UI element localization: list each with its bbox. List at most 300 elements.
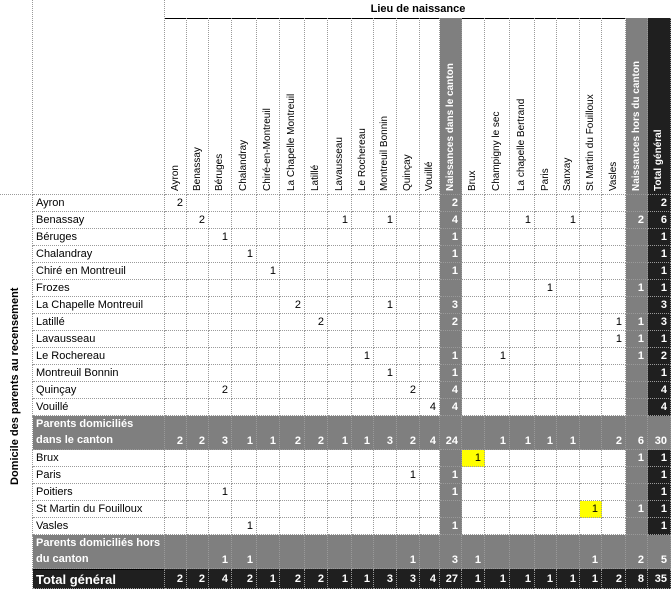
table-cell[interactable]: 2	[440, 314, 462, 331]
table-cell[interactable]	[165, 212, 187, 229]
table-cell[interactable]	[352, 535, 374, 569]
table-cell[interactable]	[374, 229, 397, 246]
table-cell[interactable]	[209, 280, 232, 297]
table-cell[interactable]	[305, 229, 328, 246]
table-cell[interactable]	[209, 501, 232, 518]
table-cell[interactable]	[328, 467, 352, 484]
table-cell[interactable]	[397, 229, 420, 246]
table-cell[interactable]	[352, 365, 374, 382]
table-cell[interactable]	[165, 450, 187, 467]
table-cell[interactable]: 5	[648, 535, 671, 569]
table-cell[interactable]	[374, 484, 397, 501]
table-cell[interactable]	[232, 484, 257, 501]
table-cell[interactable]	[374, 467, 397, 484]
column-header[interactable]	[280, 18, 305, 195]
column-header[interactable]	[420, 18, 440, 195]
table-cell[interactable]	[420, 535, 440, 569]
table-cell[interactable]	[165, 280, 187, 297]
table-cell[interactable]	[232, 212, 257, 229]
table-cell[interactable]	[209, 195, 232, 212]
table-cell[interactable]: 1	[648, 229, 671, 246]
table-cell[interactable]	[165, 501, 187, 518]
table-cell[interactable]: 3	[648, 314, 671, 331]
table-cell[interactable]	[374, 246, 397, 263]
table-cell[interactable]	[280, 348, 305, 365]
table-cell[interactable]	[602, 535, 626, 569]
table-cell[interactable]	[328, 518, 352, 535]
table-cell[interactable]	[280, 314, 305, 331]
table-cell[interactable]	[485, 450, 510, 467]
table-cell[interactable]	[420, 263, 440, 280]
table-cell[interactable]	[557, 382, 580, 399]
table-cell[interactable]	[535, 229, 557, 246]
column-header[interactable]	[510, 18, 535, 195]
table-cell[interactable]	[485, 518, 510, 535]
table-cell[interactable]: 1	[462, 569, 485, 589]
table-cell[interactable]	[397, 501, 420, 518]
table-cell[interactable]	[305, 280, 328, 297]
table-cell[interactable]: 2	[305, 314, 328, 331]
table-cell[interactable]: 1	[232, 518, 257, 535]
table-cell[interactable]	[397, 484, 420, 501]
table-cell[interactable]	[602, 246, 626, 263]
table-cell[interactable]	[626, 297, 648, 314]
table-cell[interactable]	[305, 212, 328, 229]
table-cell[interactable]: 1	[626, 348, 648, 365]
table-cell[interactable]: 1	[462, 450, 485, 467]
table-cell[interactable]	[397, 280, 420, 297]
table-cell[interactable]	[462, 518, 485, 535]
table-cell[interactable]	[280, 518, 305, 535]
table-cell[interactable]	[420, 246, 440, 263]
table-cell[interactable]	[535, 297, 557, 314]
table-cell[interactable]	[397, 518, 420, 535]
table-cell[interactable]	[209, 348, 232, 365]
table-cell[interactable]	[485, 246, 510, 263]
table-cell[interactable]	[626, 195, 648, 212]
table-cell[interactable]	[580, 399, 602, 416]
table-cell[interactable]	[352, 501, 374, 518]
table-cell[interactable]	[305, 484, 328, 501]
table-cell[interactable]	[462, 365, 485, 382]
table-cell[interactable]: 1	[580, 535, 602, 569]
table-cell[interactable]	[257, 518, 280, 535]
table-cell[interactable]	[462, 467, 485, 484]
table-cell[interactable]: 1	[648, 280, 671, 297]
table-cell[interactable]	[557, 297, 580, 314]
table-cell[interactable]	[557, 331, 580, 348]
table-cell[interactable]	[328, 348, 352, 365]
table-cell[interactable]: 1	[397, 535, 420, 569]
column-header[interactable]	[305, 18, 328, 195]
table-cell[interactable]	[440, 501, 462, 518]
table-cell[interactable]	[510, 467, 535, 484]
table-cell[interactable]	[510, 297, 535, 314]
table-cell[interactable]: 27	[440, 569, 462, 589]
table-cell[interactable]	[352, 229, 374, 246]
table-cell[interactable]	[557, 280, 580, 297]
table-cell[interactable]	[626, 518, 648, 535]
table-cell[interactable]	[187, 263, 209, 280]
table-cell[interactable]: 1	[232, 246, 257, 263]
table-cell[interactable]	[187, 280, 209, 297]
table-cell[interactable]: 1	[648, 518, 671, 535]
table-cell[interactable]: 1	[626, 280, 648, 297]
table-cell[interactable]	[420, 501, 440, 518]
table-cell[interactable]	[305, 535, 328, 569]
table-cell[interactable]	[510, 382, 535, 399]
table-cell[interactable]	[305, 467, 328, 484]
table-cell[interactable]	[602, 229, 626, 246]
table-cell[interactable]	[440, 280, 462, 297]
table-cell[interactable]	[187, 314, 209, 331]
table-cell[interactable]	[209, 297, 232, 314]
table-cell[interactable]	[280, 399, 305, 416]
table-cell[interactable]: 1	[626, 331, 648, 348]
table-cell[interactable]: 3	[440, 535, 462, 569]
table-cell[interactable]	[209, 212, 232, 229]
table-cell[interactable]: 4	[440, 382, 462, 399]
table-cell[interactable]	[305, 348, 328, 365]
table-cell[interactable]	[580, 297, 602, 314]
table-cell[interactable]: 1	[485, 416, 510, 450]
table-cell[interactable]: 1	[374, 297, 397, 314]
table-cell[interactable]	[535, 518, 557, 535]
table-cell[interactable]	[232, 450, 257, 467]
table-cell[interactable]	[557, 195, 580, 212]
table-cell[interactable]: 1	[352, 348, 374, 365]
table-cell[interactable]: 1	[257, 263, 280, 280]
table-cell[interactable]	[352, 280, 374, 297]
table-cell[interactable]	[328, 331, 352, 348]
table-cell[interactable]	[280, 331, 305, 348]
table-cell[interactable]	[209, 467, 232, 484]
table-cell[interactable]	[510, 518, 535, 535]
table-cell[interactable]	[535, 467, 557, 484]
table-cell[interactable]	[580, 382, 602, 399]
table-cell[interactable]	[462, 246, 485, 263]
table-cell[interactable]	[187, 501, 209, 518]
table-cell[interactable]	[374, 501, 397, 518]
table-cell[interactable]	[165, 246, 187, 263]
table-cell[interactable]: 4	[440, 399, 462, 416]
table-cell[interactable]	[602, 382, 626, 399]
table-cell[interactable]	[374, 518, 397, 535]
table-cell[interactable]	[187, 195, 209, 212]
table-cell[interactable]	[328, 195, 352, 212]
table-cell[interactable]	[328, 535, 352, 569]
table-cell[interactable]: 4	[420, 399, 440, 416]
table-cell[interactable]: 1	[535, 280, 557, 297]
table-cell[interactable]	[397, 348, 420, 365]
table-cell[interactable]	[209, 518, 232, 535]
table-cell[interactable]	[232, 501, 257, 518]
table-cell[interactable]: 1	[328, 212, 352, 229]
table-cell[interactable]: 1	[257, 569, 280, 589]
table-cell[interactable]: 1	[232, 535, 257, 569]
table-cell[interactable]: 1	[557, 416, 580, 450]
table-cell[interactable]	[165, 331, 187, 348]
table-cell[interactable]	[510, 331, 535, 348]
table-cell[interactable]	[557, 399, 580, 416]
table-cell[interactable]	[397, 212, 420, 229]
table-cell[interactable]: 3	[374, 416, 397, 450]
table-cell[interactable]	[305, 263, 328, 280]
table-cell[interactable]	[580, 314, 602, 331]
table-cell[interactable]	[462, 416, 485, 450]
table-cell[interactable]: 4	[420, 416, 440, 450]
column-header[interactable]	[440, 18, 462, 195]
table-cell[interactable]	[602, 484, 626, 501]
table-cell[interactable]	[626, 365, 648, 382]
table-cell[interactable]: 6	[648, 212, 671, 229]
table-cell[interactable]	[280, 365, 305, 382]
table-cell[interactable]: 2	[305, 569, 328, 589]
table-cell[interactable]	[328, 399, 352, 416]
table-cell[interactable]	[280, 484, 305, 501]
table-cell[interactable]	[602, 518, 626, 535]
table-cell[interactable]	[420, 280, 440, 297]
table-cell[interactable]: 24	[440, 416, 462, 450]
table-cell[interactable]	[485, 467, 510, 484]
table-cell[interactable]	[420, 365, 440, 382]
table-cell[interactable]: 1	[557, 569, 580, 589]
table-cell[interactable]: 1	[648, 246, 671, 263]
table-cell[interactable]	[257, 365, 280, 382]
table-cell[interactable]	[580, 229, 602, 246]
table-cell[interactable]	[187, 484, 209, 501]
table-cell[interactable]	[535, 484, 557, 501]
table-cell[interactable]	[305, 246, 328, 263]
table-cell[interactable]: 1	[648, 263, 671, 280]
table-cell[interactable]	[374, 382, 397, 399]
table-cell[interactable]: 1	[648, 331, 671, 348]
table-cell[interactable]	[510, 365, 535, 382]
table-cell[interactable]	[257, 314, 280, 331]
table-cell[interactable]	[257, 229, 280, 246]
table-cell[interactable]	[328, 382, 352, 399]
table-cell[interactable]	[535, 365, 557, 382]
table-cell[interactable]	[257, 484, 280, 501]
table-cell[interactable]	[187, 467, 209, 484]
table-cell[interactable]	[580, 212, 602, 229]
table-cell[interactable]	[280, 246, 305, 263]
table-cell[interactable]	[510, 280, 535, 297]
table-cell[interactable]	[602, 399, 626, 416]
table-cell[interactable]: 2	[626, 535, 648, 569]
table-cell[interactable]	[485, 331, 510, 348]
table-cell[interactable]: 1	[440, 467, 462, 484]
table-cell[interactable]	[232, 331, 257, 348]
table-cell[interactable]	[535, 450, 557, 467]
table-cell[interactable]	[280, 212, 305, 229]
column-header[interactable]	[648, 18, 671, 195]
table-cell[interactable]	[462, 314, 485, 331]
table-cell[interactable]	[440, 450, 462, 467]
table-cell[interactable]: 2	[165, 195, 187, 212]
table-cell[interactable]	[328, 501, 352, 518]
table-cell[interactable]	[557, 229, 580, 246]
table-cell[interactable]	[462, 331, 485, 348]
table-cell[interactable]	[209, 331, 232, 348]
table-cell[interactable]: 2	[397, 382, 420, 399]
table-cell[interactable]	[280, 467, 305, 484]
table-cell[interactable]: 1	[209, 484, 232, 501]
table-cell[interactable]	[305, 297, 328, 314]
table-cell[interactable]	[535, 263, 557, 280]
table-cell[interactable]	[165, 382, 187, 399]
table-cell[interactable]	[485, 280, 510, 297]
column-header[interactable]	[352, 18, 374, 195]
table-cell[interactable]: 2	[165, 569, 187, 589]
table-cell[interactable]: 1	[462, 535, 485, 569]
table-cell[interactable]	[232, 314, 257, 331]
table-cell[interactable]	[557, 535, 580, 569]
table-cell[interactable]	[187, 535, 209, 569]
table-cell[interactable]	[257, 450, 280, 467]
table-cell[interactable]: 2	[280, 569, 305, 589]
table-cell[interactable]: 1	[374, 365, 397, 382]
column-header[interactable]	[397, 18, 420, 195]
table-cell[interactable]: 1	[328, 416, 352, 450]
table-cell[interactable]	[462, 263, 485, 280]
table-cell[interactable]	[305, 518, 328, 535]
table-cell[interactable]	[374, 314, 397, 331]
table-cell[interactable]: 1	[510, 569, 535, 589]
table-cell[interactable]	[232, 195, 257, 212]
table-cell[interactable]: 2	[602, 416, 626, 450]
table-cell[interactable]	[374, 331, 397, 348]
table-cell[interactable]: 2	[232, 569, 257, 589]
table-cell[interactable]	[580, 450, 602, 467]
table-cell[interactable]: 6	[626, 416, 648, 450]
table-cell[interactable]	[485, 263, 510, 280]
table-cell[interactable]: 1	[648, 467, 671, 484]
table-cell[interactable]: 1	[440, 365, 462, 382]
table-cell[interactable]	[535, 535, 557, 569]
table-cell[interactable]	[257, 348, 280, 365]
table-cell[interactable]	[352, 331, 374, 348]
table-cell[interactable]	[305, 501, 328, 518]
table-cell[interactable]	[257, 399, 280, 416]
table-cell[interactable]	[510, 484, 535, 501]
table-cell[interactable]	[257, 501, 280, 518]
table-cell[interactable]	[462, 195, 485, 212]
table-cell[interactable]	[305, 382, 328, 399]
table-cell[interactable]	[397, 263, 420, 280]
table-cell[interactable]	[257, 195, 280, 212]
table-cell[interactable]: 2	[165, 416, 187, 450]
table-cell[interactable]: 1	[626, 314, 648, 331]
table-cell[interactable]	[602, 212, 626, 229]
table-cell[interactable]	[257, 297, 280, 314]
table-cell[interactable]	[187, 365, 209, 382]
table-cell[interactable]: 2	[305, 416, 328, 450]
table-cell[interactable]	[580, 484, 602, 501]
table-cell[interactable]	[580, 280, 602, 297]
table-cell[interactable]: 1	[232, 416, 257, 450]
table-cell[interactable]	[485, 501, 510, 518]
table-cell[interactable]	[602, 297, 626, 314]
table-cell[interactable]: 2	[280, 416, 305, 450]
column-header[interactable]	[187, 18, 209, 195]
table-cell[interactable]: 1	[648, 484, 671, 501]
table-cell[interactable]	[557, 501, 580, 518]
table-cell[interactable]	[352, 484, 374, 501]
table-cell[interactable]	[557, 246, 580, 263]
table-cell[interactable]	[580, 416, 602, 450]
table-cell[interactable]	[510, 348, 535, 365]
table-cell[interactable]	[510, 195, 535, 212]
table-cell[interactable]	[485, 365, 510, 382]
table-cell[interactable]	[305, 331, 328, 348]
table-cell[interactable]	[462, 348, 485, 365]
table-cell[interactable]	[280, 535, 305, 569]
table-cell[interactable]	[535, 246, 557, 263]
table-cell[interactable]	[165, 365, 187, 382]
table-cell[interactable]	[535, 348, 557, 365]
table-cell[interactable]	[535, 195, 557, 212]
table-cell[interactable]	[165, 297, 187, 314]
table-cell[interactable]: 4	[648, 399, 671, 416]
table-cell[interactable]: 4	[440, 212, 462, 229]
table-cell[interactable]: 1	[440, 484, 462, 501]
column-header[interactable]	[257, 18, 280, 195]
column-header[interactable]	[165, 18, 187, 195]
table-cell[interactable]	[420, 331, 440, 348]
table-cell[interactable]	[352, 297, 374, 314]
table-cell[interactable]: 1	[510, 212, 535, 229]
table-cell[interactable]	[462, 501, 485, 518]
table-cell[interactable]	[580, 518, 602, 535]
table-cell[interactable]	[420, 382, 440, 399]
table-cell[interactable]	[580, 348, 602, 365]
table-cell[interactable]	[165, 484, 187, 501]
table-cell[interactable]	[485, 399, 510, 416]
table-cell[interactable]	[232, 467, 257, 484]
table-cell[interactable]: 1	[580, 569, 602, 589]
table-cell[interactable]: 1	[328, 569, 352, 589]
table-cell[interactable]	[257, 246, 280, 263]
table-cell[interactable]	[232, 297, 257, 314]
table-cell[interactable]	[374, 348, 397, 365]
table-cell[interactable]	[602, 263, 626, 280]
table-cell[interactable]	[397, 195, 420, 212]
table-cell[interactable]	[305, 195, 328, 212]
table-cell[interactable]	[557, 314, 580, 331]
column-header[interactable]	[602, 18, 626, 195]
table-cell[interactable]	[209, 263, 232, 280]
table-cell[interactable]: 2	[440, 195, 462, 212]
table-cell[interactable]	[580, 195, 602, 212]
table-cell[interactable]	[397, 314, 420, 331]
table-cell[interactable]	[420, 229, 440, 246]
table-cell[interactable]: 2	[280, 297, 305, 314]
table-cell[interactable]: 1	[626, 501, 648, 518]
table-cell[interactable]	[420, 484, 440, 501]
table-cell[interactable]: 2	[397, 416, 420, 450]
table-cell[interactable]	[510, 501, 535, 518]
table-cell[interactable]	[328, 365, 352, 382]
table-cell[interactable]	[397, 297, 420, 314]
table-cell[interactable]: 1	[440, 348, 462, 365]
table-cell[interactable]	[374, 280, 397, 297]
table-cell[interactable]	[485, 195, 510, 212]
table-cell[interactable]: 2	[209, 382, 232, 399]
table-cell[interactable]	[328, 314, 352, 331]
table-cell[interactable]: 1	[485, 348, 510, 365]
table-cell[interactable]: 1	[209, 535, 232, 569]
